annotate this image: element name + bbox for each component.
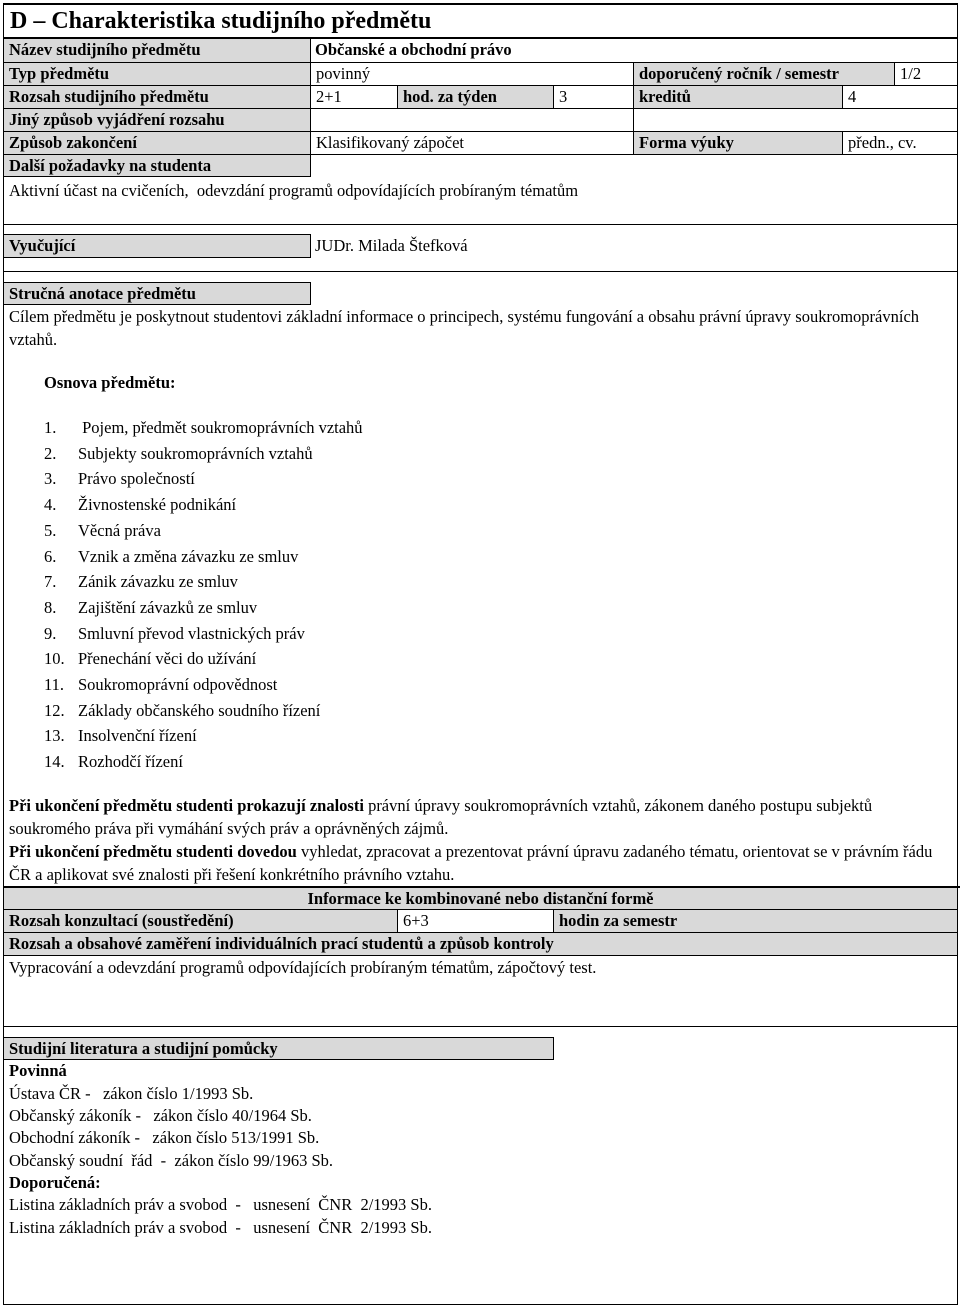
dovednosti-rest: vyhledat, zpracovat a prezentovat právní úpravu zadaného tématu, orientovat se v právním řádu ČR a aplikovat své znalosti při řešení konkrétního právního vztahu.	[9, 842, 933, 884]
osnova-item-number: 2.	[44, 443, 57, 463]
dalsi-label: Další požadavky na studenta	[4, 155, 310, 176]
osnova-item-text: Vznik a změna závazku ze smluv	[78, 546, 299, 566]
nazev-value: Občanské a obchodní právo	[315, 40, 512, 59]
osnova-item-text: Zánik závazku ze smluv	[78, 572, 238, 592]
dovednosti-bold: Při ukončení předmětu studenti dovedou	[9, 842, 297, 861]
osnova-item	[44, 751, 183, 773]
povinna-item: Občanský soudní řád - zákon číslo 99/1963 Sb.	[9, 1151, 333, 1170]
konzultace-value: 6+3	[403, 911, 429, 930]
osnova-item-number: 7.	[44, 572, 57, 592]
povinna-item: Obchodní zákoník - zákon číslo 513/1991 Sb.	[9, 1128, 320, 1147]
znalosti-bold: Při ukončení předmětu studenti prokazují znalosti	[9, 796, 364, 815]
osnova-item-number: 13.	[44, 726, 65, 746]
osnova-item-text: Subjekty soukromoprávních vztahů	[78, 443, 313, 463]
osnova-item-text: Soukromoprávní odpovědnost	[78, 675, 278, 694]
forma-label: Forma výuky	[634, 132, 842, 154]
doporucena-item: Listina základních práv a svobod - usnesení ČNR 2/1993 Sb.	[9, 1218, 432, 1237]
osnova-heading: Osnova předmětu:	[44, 373, 176, 392]
osnova-item	[44, 520, 161, 542]
rocnik-label: doporučený ročník / semestr	[634, 63, 894, 85]
literatura-heading: Studijní literatura a studijní pomůcky	[4, 1038, 553, 1059]
hod-value: 3	[559, 87, 568, 106]
osnova-item-number: 14.	[44, 752, 65, 772]
osnova-item-text: Právo společností	[78, 469, 195, 489]
znalosti-rest: právní úpravy soukromoprávních vztahů, zákonem daného postupu subjektů soukromého práva při vymáhání svých práv a oprávněných zájmů.	[9, 796, 873, 838]
osnova-item	[44, 443, 313, 465]
osnova-item-number: 5.	[44, 520, 57, 540]
osnova-item-text: Rozhodčí řízení	[78, 752, 183, 772]
rocnik-value: 1/2	[900, 64, 922, 83]
osnova-item-text: Přenechání věci do užívání	[78, 649, 257, 669]
dalsi-value: Aktivní účast na cvičeních, odevzdání programů odpovídajících probíraným tématům	[9, 181, 579, 200]
osnova-item-number: 1.	[44, 418, 57, 437]
osnova-item	[44, 648, 256, 670]
vyucujici-label: Vyučující	[4, 235, 310, 257]
typ-value: povinný	[316, 64, 371, 83]
rozsah-value: 2+1	[316, 87, 342, 106]
typ-label: Typ předmětu	[4, 63, 310, 85]
konzultace-label: Rozsah konzultací (soustředění)	[4, 910, 397, 932]
osnova-item	[44, 468, 195, 490]
vyucujici-value: JUDr. Milada Štefková	[315, 236, 468, 255]
osnova-item-number: 6.	[44, 546, 57, 566]
osnova-item-text: Zajištění závazků ze smluv	[78, 597, 258, 617]
osnova-item-number: 4.	[44, 495, 57, 515]
povinna-item: Ústava ČR - zákon číslo 1/1993 Sb.	[9, 1084, 254, 1103]
osnova-item-text: Pojem, předmět soukromoprávních vztahů	[78, 418, 363, 437]
anotace-label: Stručná anotace předmětu	[4, 283, 310, 304]
prace-label: Rozsah a obsahové zaměření individuálních prací studentů a způsob kontroly	[4, 933, 957, 955]
kreditu-label: kreditů	[634, 86, 842, 108]
hodin-label: hodin za semestr	[554, 910, 957, 932]
doporucena-label: Doporučená:	[9, 1173, 101, 1192]
dovednosti-paragraph	[9, 841, 954, 886]
povinna-label: Povinná	[9, 1061, 67, 1080]
hod-label: hod. za týden	[398, 86, 553, 108]
zpusob-label: Způsob zakončení	[4, 132, 310, 154]
osnova-item-text: Věcná práva	[78, 520, 161, 540]
znalosti-paragraph	[9, 795, 954, 840]
osnova-item	[44, 571, 238, 593]
povinna-item: Občanský zákoník - zákon číslo 40/1964 Sb.	[9, 1106, 312, 1125]
osnova-item-text: Insolvenční řízení	[78, 726, 197, 746]
nazev-label: Název studijního předmětu	[4, 39, 310, 62]
anotace-text: Cílem předmětu je poskytnout studentovi základní informace o principech, systému fungování a obsahu právní úpravy soukromoprávních vztahů.	[9, 307, 920, 349]
osnova-item	[44, 597, 257, 619]
doporucena-item: Listina základních práv a svobod - usnesení ČNR 2/1993 Sb.	[9, 1195, 432, 1214]
osnova-item	[44, 623, 305, 645]
rozsah-label: Rozsah studijního předmětu	[4, 86, 310, 108]
osnova-item	[44, 417, 363, 439]
jiny-label: Jiný způsob vyjádření rozsahu	[4, 109, 310, 131]
osnova-item-number: 10.	[44, 649, 65, 669]
osnova-item	[44, 674, 277, 696]
kombinovane-heading: Informace ke kombinované nebo distanční formě	[4, 888, 957, 909]
zpusob-value: Klasifikovaný zápočet	[316, 133, 464, 152]
prace-value: Vypracování a odevzdání programů odpovídajících probíraným tématům, zápočtový test.	[9, 958, 597, 977]
osnova-item-text: Základy občanského soudního řízení	[78, 700, 321, 720]
osnova-item-number: 12.	[44, 700, 65, 720]
osnova-item-text: Živnostenské podnikání	[78, 495, 237, 515]
page-title: D – Charakteristika studijního předmětu	[10, 8, 432, 34]
osnova-item	[44, 725, 197, 747]
osnova-item	[44, 494, 236, 516]
osnova-item	[44, 700, 320, 722]
osnova-item-number: 8.	[44, 597, 57, 617]
kreditu-value: 4	[848, 87, 857, 106]
osnova-item-text: Smluvní převod vlastnických práv	[78, 623, 305, 643]
osnova-item-number: 3.	[44, 469, 57, 489]
osnova-item	[44, 546, 298, 568]
forma-value: předn., cv.	[848, 133, 917, 152]
osnova-item-number: 9.	[44, 623, 57, 643]
osnova-item-number: 11.	[44, 675, 65, 694]
